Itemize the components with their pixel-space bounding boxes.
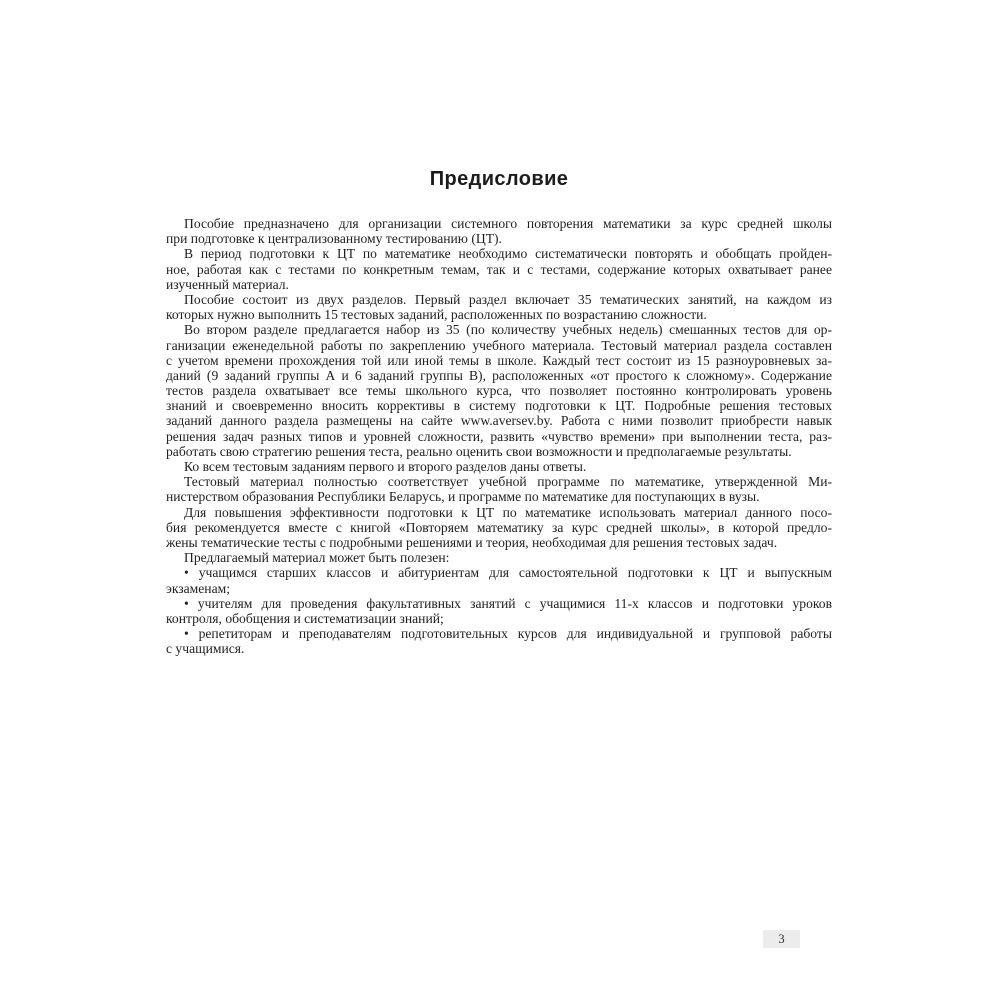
text-line: • учителям для проведения факультативных занятий с учащимися 11-х классов и подготовки уроков <box>184 595 832 611</box>
body-text <box>166 216 832 656</box>
text-line: даний (9 заданий группы А и 6 заданий группы В), расположенных «от простого к сложному». Содержание <box>166 367 832 383</box>
paragraph <box>166 565 832 595</box>
text-line: В период подготовки к ЦТ по математике необходимо систематически повторять и обобщать пройден- <box>184 246 832 262</box>
text-line: изученный материал. <box>166 276 289 292</box>
text-line: • репетиторам и преподавателям подготовительных курсов для индивидуальной и групповой работы <box>184 626 832 642</box>
text-line: работать свою стратегию решения теста, реально оценить свои возможности и предполагаемые результаты. <box>166 443 792 459</box>
text-line: контроля, обобщения и систематизации знаний; <box>166 610 444 626</box>
text-line: ганизации еженедельной работы по закреплению учебного материала. Тестовый материал раздела составлен <box>166 337 832 353</box>
text-line: решения задач разных типов и уровней сложности, развить «чувство времени» при выполнении теста, раз- <box>166 428 832 444</box>
text-line: при подготовке к централизованному тестированию (ЦТ). <box>166 231 502 247</box>
paragraph <box>166 626 832 656</box>
text-line: Во втором разделе предлагается набор из 35 (по количеству учебных недель) смешанных тестов для ор- <box>184 322 832 338</box>
paragraph <box>166 550 832 565</box>
paragraph <box>166 474 832 504</box>
text-line: тестов раздела охватывает все темы школьного курса, что позволяет постоянно контролировать уровень <box>166 383 832 399</box>
text-line: Ко всем тестовым заданиям первого и второго разделов даны ответы. <box>184 459 587 474</box>
text-line: знаний и своевременно вносить коррективы в систему подготовки к ЦТ. Подробные решения тестовых <box>166 398 832 414</box>
page-title: Предисловие <box>429 168 569 190</box>
paragraph <box>166 216 832 246</box>
text-line: ное, работая как с тестами по конкретным темам, так и с тестами, содержание которых охватывает ранее <box>166 261 832 277</box>
text-line: жены тематические тесты с подробными решениями и теория, необходимая для решения тестовых задач. <box>166 534 778 550</box>
text-line: нистерством образования Республики Беларусь, и программе по математике для поступающих в вузы. <box>166 489 760 505</box>
paragraph <box>166 596 832 626</box>
paragraph <box>166 292 832 322</box>
text-line: Для повышения эффективности подготовки к ЦТ по математике использовать материал данного посо- <box>184 504 832 520</box>
page-number-badge <box>763 930 800 948</box>
text-line: бия рекомендуется вместе с книгой «Повторяем математику за курс средней школы», в которой предло- <box>166 519 832 535</box>
page-number: 3 <box>778 932 785 946</box>
text-line: которых нужно выполнить 15 тестовых заданий, расположенных по возрастанию сложности. <box>166 307 707 323</box>
paragraph <box>166 505 832 551</box>
text-line: • учащимся старших классов и абитуриентам для самостоятельной подготовки к ЦТ и выпускным <box>184 565 832 581</box>
text-line: Пособие состоит из двух разделов. Первый раздел включает 35 тематических занятий, на каждом из <box>184 291 832 307</box>
text-line: с учетом времени прохождения той или иной темы в школе. Каждый тест состоит из 15 разноуровневых за- <box>166 352 832 368</box>
paragraph <box>166 246 832 292</box>
text-line: Тестовый материал полностью соответствует учебной программе по математике, утвержденной Ми- <box>184 474 832 490</box>
text-line: заданий данного раздела размещены на сайте www.aversev.by. Работа с ними позволит приобрести навык <box>166 413 832 429</box>
paragraph <box>166 459 832 474</box>
text-line: Пособие предназначено для организации системного повторения математики за курс средней школы <box>184 216 832 231</box>
text-line: экзаменам; <box>166 580 230 596</box>
text-line: Предлагаемый материал может быть полезен: <box>184 550 450 566</box>
text-line: с учащимися. <box>166 641 245 657</box>
paragraph <box>166 322 832 459</box>
